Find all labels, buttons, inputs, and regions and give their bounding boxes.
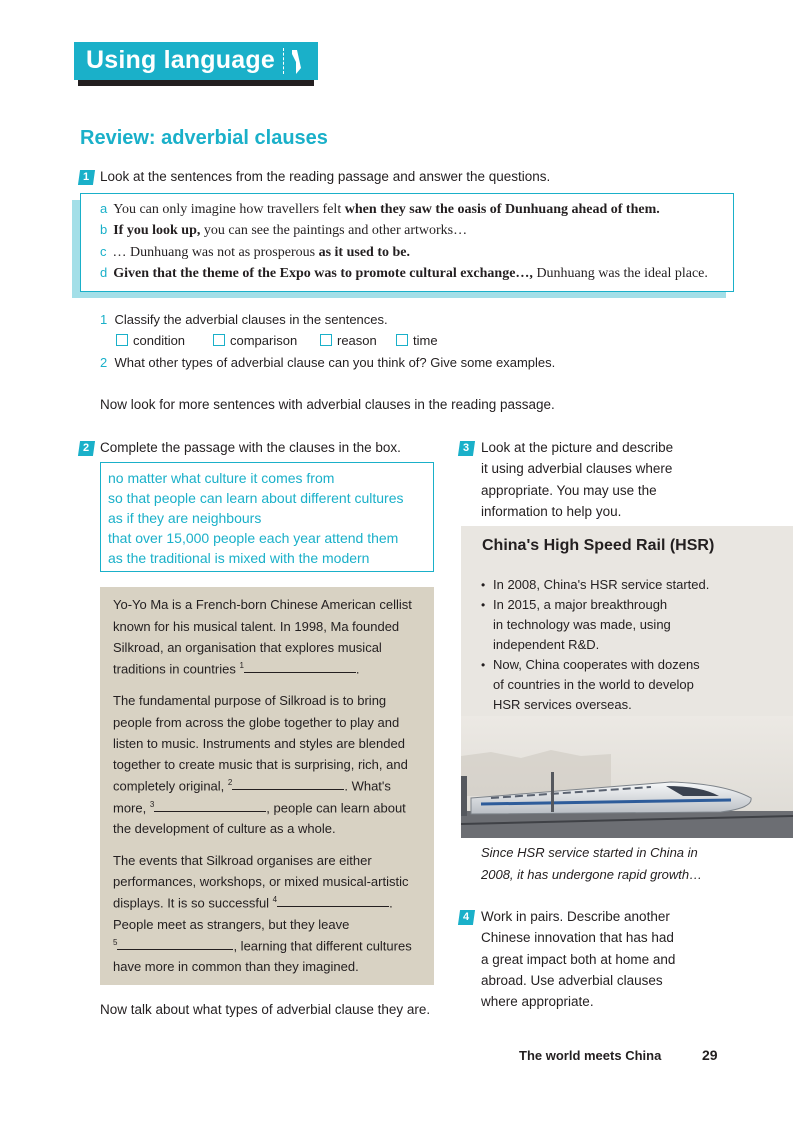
passage-line: known for his musical talent. In 1998, Ma founded bbox=[113, 619, 400, 634]
sentence-a: a You can only imagine how travellers felt when they saw the oasis of Dunhuang ahead of them. bbox=[100, 201, 660, 217]
passage-line: Yo-Yo Ma is a French-born Chinese American cellist bbox=[113, 597, 412, 612]
exercise-number-badge: 1 bbox=[78, 170, 95, 185]
exercise3-instruction-line: appropriate. You may use the bbox=[481, 483, 657, 498]
exercise-number-badge: 4 bbox=[458, 910, 475, 925]
hsr-bullet-line: in technology was made, using bbox=[493, 617, 671, 632]
bullet-icon: • bbox=[481, 578, 486, 592]
exercise4-instruction-line: Chinese innovation that has had bbox=[481, 930, 674, 945]
page-number: 29 bbox=[702, 1047, 718, 1063]
bullet-icon: • bbox=[481, 658, 486, 672]
hsr-bullet-line: In 2015, a major breakthrough bbox=[493, 597, 668, 612]
exercise-number-badge: 3 bbox=[458, 441, 475, 456]
review-title: Review: adverbial clauses bbox=[80, 127, 328, 149]
blank-1[interactable] bbox=[244, 661, 356, 673]
passage-line: listen to music. Instruments and styles are blended bbox=[113, 736, 405, 751]
blank-5[interactable] bbox=[117, 938, 233, 950]
exercise4-instruction-line: Work in pairs. Describe another bbox=[481, 909, 670, 924]
passage-line: completely original, $^2$ . What's bbox=[113, 778, 391, 794]
exercise3-instruction-line: Look at the picture and describe bbox=[481, 440, 674, 455]
passage-line: the development of culture as a whole. bbox=[113, 821, 336, 836]
option-reason[interactable]: reason bbox=[320, 333, 377, 348]
blank-4[interactable] bbox=[277, 895, 389, 907]
image-caption-line: 2008, it has undergone rapid growth… bbox=[481, 867, 703, 882]
clause-item: so that people can learn about different cultures bbox=[108, 490, 404, 506]
sentence-c: c … Dunhuang was not as prosperous as it used to be. bbox=[100, 244, 410, 260]
passage-line: more, $^3$ , people can learn about bbox=[113, 800, 406, 816]
exercise4-instruction-line: where appropriate. bbox=[481, 994, 594, 1009]
passage-line: displays. It is so successful $^4$ . bbox=[113, 895, 393, 911]
checkbox-icon[interactable] bbox=[213, 334, 225, 346]
passage-line: people from across the globe together to play and bbox=[113, 715, 400, 730]
exercise-number-badge: 2 bbox=[78, 441, 95, 456]
passage-line: $^5$ , learning that different cultures bbox=[113, 938, 412, 954]
exercise3-instruction-line: information to help you. bbox=[481, 504, 622, 519]
question-1: 1 Classify the adverbial clauses in the sentences. bbox=[100, 312, 388, 327]
passage-line: Silkroad, an organisation that explores musical bbox=[113, 640, 382, 655]
blank-2[interactable] bbox=[232, 778, 344, 790]
bookmark-tab-icon bbox=[291, 50, 301, 74]
option-time[interactable]: time bbox=[396, 333, 438, 348]
checkbox-icon[interactable] bbox=[320, 334, 332, 346]
passage-line: together to create music that is surprising, rich, and bbox=[113, 757, 408, 772]
hsr-bullet-line: of countries in the world to develop bbox=[493, 677, 694, 692]
exercise3-instruction-line: it using adverbial clauses where bbox=[481, 461, 673, 476]
hsr-bullet-line: Now, China cooperates with dozens bbox=[493, 657, 700, 672]
option-condition[interactable]: condition bbox=[116, 333, 185, 348]
exercise1-instruction: Look at the sentences from the reading passage and answer the questions. bbox=[100, 169, 551, 184]
hsr-bullet-line: independent R&D. bbox=[493, 637, 600, 652]
exercise2-follow-up: Now talk about what types of adverbial clause they are. bbox=[100, 1002, 431, 1017]
exercise4-instruction-line: a great impact both at home and bbox=[481, 952, 676, 967]
passage-line: The fundamental purpose of Silkroad is to bring bbox=[113, 693, 387, 708]
hsr-title: China's High Speed Rail (HSR) bbox=[482, 537, 715, 554]
blank-3[interactable] bbox=[154, 800, 266, 812]
question-2: 2 What other types of adverbial clause can you think of? Give some examples. bbox=[100, 355, 556, 370]
footer-unit-title: The world meets China bbox=[519, 1048, 662, 1063]
image-caption-line: Since HSR service started in China in bbox=[481, 845, 698, 860]
exercise4-instruction-line: abroad. Use adverbial clauses bbox=[481, 973, 663, 988]
exercise2-instruction: Complete the passage with the clauses in the box. bbox=[100, 440, 401, 455]
clause-item: no matter what culture it comes from bbox=[108, 470, 335, 486]
clause-item: that over 15,000 people each year attend them bbox=[108, 530, 399, 546]
passage-line: People meet as strangers, but they leave bbox=[113, 917, 350, 932]
clause-item: as if they are neighbours bbox=[108, 510, 262, 526]
hsr-bullet-line: In 2008, China's HSR service started. bbox=[493, 577, 710, 592]
clause-item: as the traditional is mixed with the modern bbox=[108, 550, 370, 566]
bullet-icon: • bbox=[481, 598, 486, 612]
option-comparison[interactable]: comparison bbox=[213, 333, 297, 348]
passage-line: have more in common than they imagined. bbox=[113, 959, 359, 974]
sentence-b: b If you look up, you can see the paintings and other artworks… bbox=[100, 222, 468, 238]
sentence-d: d Given that the theme of the Expo was to promote cultural exchange…, Dunhuang was the ideal place. bbox=[100, 265, 708, 281]
banner-title: Using language bbox=[86, 46, 275, 74]
passage-line: performances, workshops, or mixed musical-artistic bbox=[113, 874, 409, 889]
checkbox-icon[interactable] bbox=[116, 334, 128, 346]
passage-line: The events that Silkroad organises are either bbox=[113, 853, 372, 868]
passage-line: traditions in countries $^1$ . bbox=[113, 661, 360, 677]
exercise1-follow-up: Now look for more sentences with adverbial clauses in the reading passage. bbox=[100, 397, 555, 412]
banner-divider bbox=[283, 48, 284, 74]
hsr-bullet-line: HSR services overseas. bbox=[493, 697, 632, 712]
checkbox-icon[interactable] bbox=[396, 334, 408, 346]
high-speed-train-image bbox=[461, 716, 793, 838]
